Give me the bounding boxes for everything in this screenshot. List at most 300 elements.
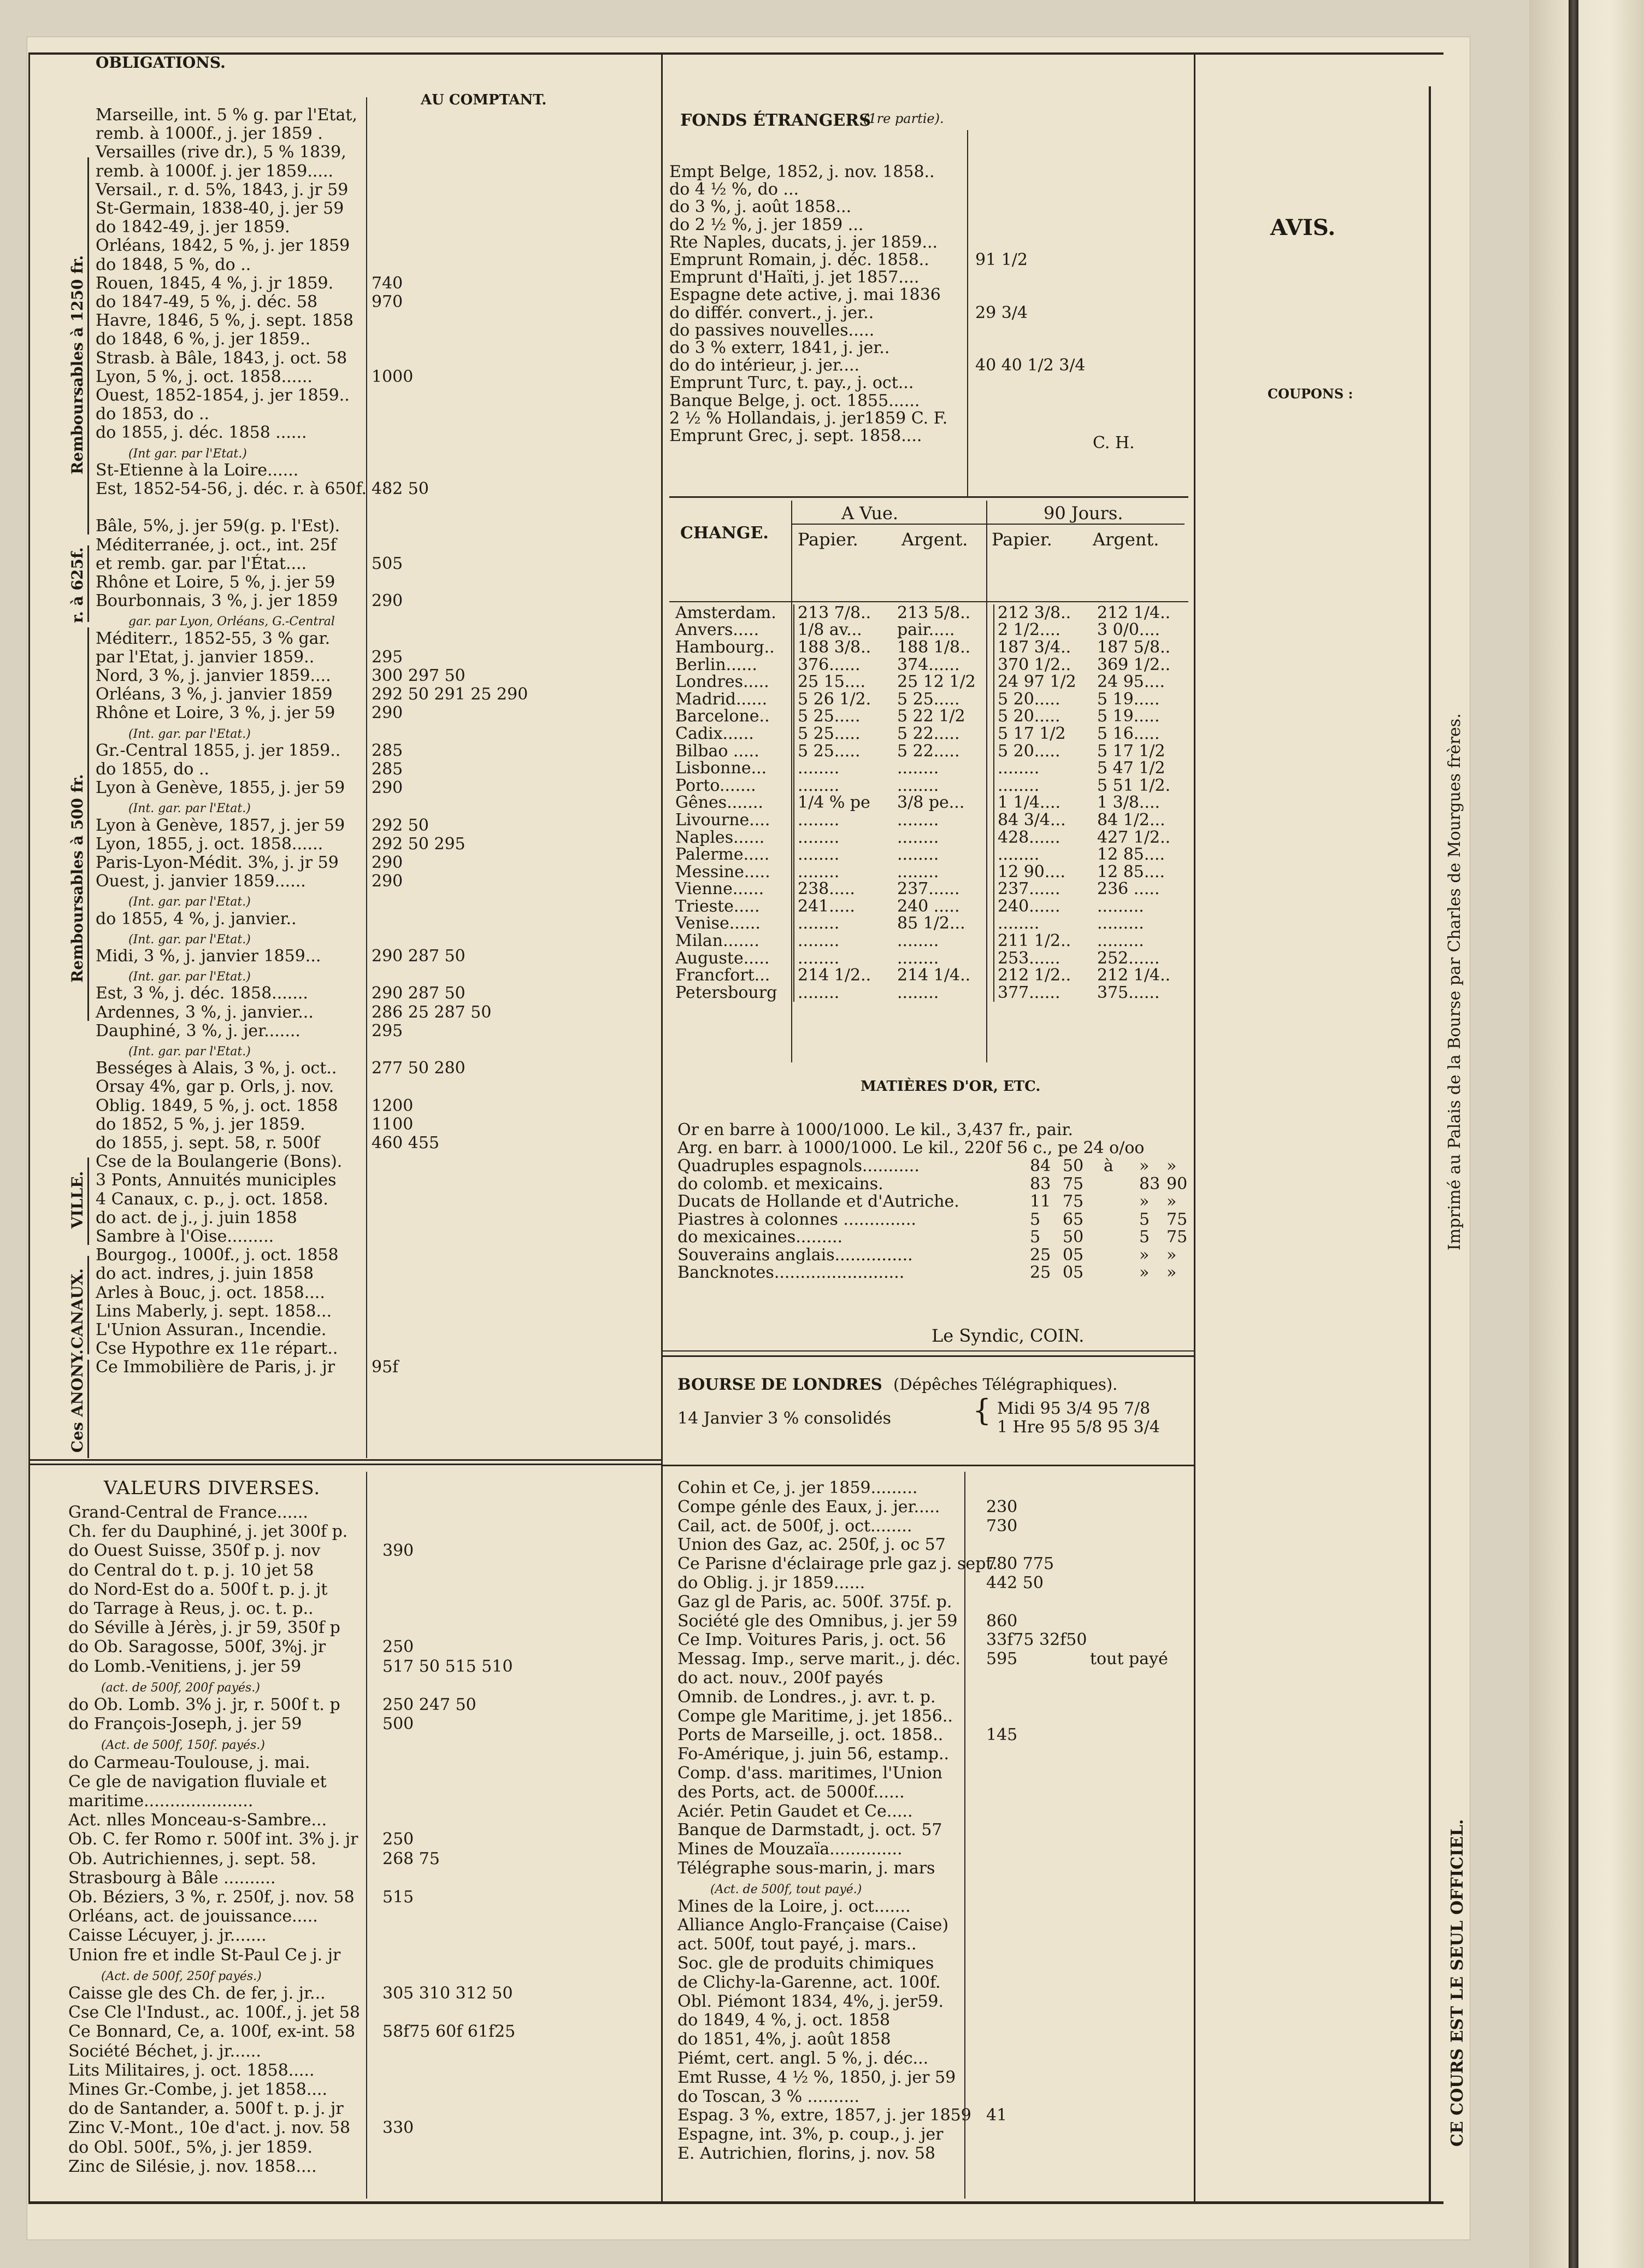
table-cell: ........: [794, 915, 894, 933]
table-cell: 237......: [897, 879, 960, 899]
list-item: Cohin et Ce, j. jer 1859.........: [677, 1478, 918, 1497]
table-cell: 237......: [994, 881, 1094, 898]
table-cell: Porto.......: [675, 775, 756, 795]
valeurs-title: VALEURS DIVERSES.: [104, 1477, 321, 1499]
brace-anonymes: [87, 1360, 89, 1458]
table-cell: 212 1/4..: [1097, 603, 1171, 622]
list-item: des Ports, act. de 5000f......: [677, 1782, 905, 1802]
list-item: Emprunt Romain, j. déc. 1858..: [669, 250, 929, 269]
list-item: Espagne dete active, j. mai 1836: [669, 285, 941, 305]
list-item: Bourbonnais, 3 %, j. jer 1859: [96, 591, 338, 611]
list-item-value: 250 247 50: [382, 1695, 476, 1714]
matieres-title: MATIÈRES D'OR, ETC.: [861, 1078, 1041, 1095]
table-cell: 374......: [897, 655, 960, 674]
list-item: Zinc V.-Mont., 10e d'act. j. nov. 58: [68, 2118, 351, 2138]
londres-subtitle: (Dépêches Télégraphiques).: [893, 1375, 1118, 1394]
list-item: Emprunt Turc, t. pay., j. oct...: [669, 373, 914, 393]
table-cell: 84 1/2...: [1097, 810, 1165, 830]
list-item: Lits Militaires, j. oct. 1858.....: [68, 2060, 315, 2080]
table-cell: 370 1/2..: [994, 656, 1094, 674]
londres-label: 14 Janvier 3 % consolidés: [677, 1409, 891, 1428]
table-cell: Lisbonne...: [675, 759, 767, 778]
list-item: act. 500f, tout payé, j. mars..: [677, 1935, 917, 1954]
list-item: Mines de Mouzaïa..............: [677, 1840, 903, 1859]
list-item-value: 290 287 50: [372, 947, 465, 966]
list-item-value: 230: [986, 1497, 1018, 1517]
list-item: do passives nouvelles.....: [669, 320, 875, 340]
list-item-value: 290: [372, 853, 403, 872]
matieres-value: »: [1166, 1245, 1177, 1265]
table-cell: Milan.......: [675, 931, 759, 951]
matieres-value: 75: [1166, 1227, 1188, 1247]
table-cell: 188 3/8..: [794, 639, 894, 656]
list-item-value: 595: [986, 1649, 1018, 1669]
table-cell: 24 97 1/2: [994, 673, 1094, 691]
list-item: do 1855, j. déc. 1858 ......: [96, 423, 307, 443]
label-ville: VILLE.: [68, 1171, 86, 1229]
change-title: CHANGE.: [680, 524, 769, 543]
list-item: do act. nouv., 200f payés: [677, 1668, 883, 1688]
table-cell: Londres.....: [675, 672, 769, 692]
table-cell: 5 25.....: [794, 708, 894, 726]
list-item-value: 482 50: [372, 479, 429, 498]
table-cell: Vienne......: [675, 879, 764, 899]
table-cell: 5 25.....: [794, 743, 894, 760]
table-cell: Bilbao .....: [675, 741, 759, 761]
table-row: [672, 967, 1193, 984]
list-item: Rte Naples, ducats, j. jer 1859...: [669, 232, 938, 252]
table-row: [672, 898, 1193, 915]
table-row: [672, 639, 1193, 656]
change-top-rule: [669, 496, 1188, 498]
list-item: Société Béchet, j. jr......: [68, 2041, 261, 2061]
list-item: (Int. gar. par l'Etat.): [128, 970, 251, 984]
table-cell: ........: [794, 777, 894, 795]
argent-header-2: Argent.: [1093, 529, 1159, 550]
label-500: Remboursables à 500 fr.: [68, 774, 86, 983]
list-item: St-Etienne à la Loire......: [96, 460, 299, 480]
table-cell: 214 1/2..: [794, 967, 894, 984]
table-cell: 240 .....: [897, 896, 960, 916]
list-item: Marseille, int. 5 % g. par l'Etat,: [96, 105, 357, 125]
table-row: [672, 881, 1193, 898]
table-cell: 5 25.....: [794, 725, 894, 743]
table-cell: 240......: [994, 898, 1094, 915]
list-item-value: 730: [986, 1516, 1018, 1536]
list-item: do 4 ½ %, do ...: [669, 180, 799, 199]
list-item: Lyon, 1855, j. oct. 1858......: [96, 834, 323, 854]
obligations-title: OBLIGATIONS.: [96, 54, 226, 72]
table-cell: 369 1/2..: [1097, 655, 1171, 674]
list-item-value: 277 50 280: [372, 1059, 465, 1078]
table-cell: Messine.....: [675, 862, 770, 882]
matieres-bottom-rule: [661, 1355, 1194, 1357]
table-cell: ........: [794, 829, 894, 847]
list-item: Union des Gaz, ac. 250f, j. oc 57: [677, 1535, 946, 1555]
table-cell: Auguste.....: [675, 948, 770, 968]
matieres-value: »: [1166, 1192, 1177, 1211]
table-cell: 1/4 % pe: [794, 795, 894, 812]
list-item: Zinc de Silésie, j. nov. 1858....: [68, 2157, 317, 2176]
table-cell: 12 90....: [994, 863, 1094, 881]
table-cell: ........: [794, 863, 894, 881]
list-item: Banque Belge, j. oct. 1855......: [669, 391, 920, 410]
list-item: Ce Parisne d'éclairage prle gaz j. sept.: [677, 1554, 998, 1574]
table-row: [672, 846, 1193, 863]
list-item: (Int. gar. par l'Etat.): [128, 895, 251, 909]
document-page: [27, 37, 1470, 2240]
list-item: do Oblig. j. jr 1859......: [677, 1573, 865, 1593]
list-item: do Ob. Lomb. 3% j. jr, r. 500f t. p: [68, 1695, 340, 1714]
table-cell: 241.....: [794, 898, 894, 915]
argent-header-1: Argent.: [901, 529, 968, 550]
table-row: [672, 725, 1193, 743]
90-jours-header: 90 Jours.: [1044, 503, 1123, 524]
table-cell: 1/8 av...: [794, 622, 894, 639]
list-item: Cail, act. de 500f, j. oct........: [677, 1516, 912, 1536]
table-cell: 212 1/4..: [1097, 966, 1171, 985]
list-item: do 1848, 5 %, do ..: [96, 255, 251, 274]
londres-bottom-rule: [661, 1465, 1194, 1466]
matieres-value: 11: [1030, 1192, 1051, 1211]
table-cell: 5 22 1/2: [897, 707, 965, 726]
table-cell: 12 85....: [1097, 862, 1165, 882]
list-item: Fo-Amérique, j. juin 56, estamp..: [677, 1744, 950, 1764]
table-cell: 5 20.....: [994, 708, 1094, 726]
table-row: [672, 950, 1193, 967]
list-item: Rhône et Loire, 5 %, j. jer 59: [96, 573, 335, 592]
list-item-value: 442 50: [986, 1573, 1044, 1593]
matieres-value: 5: [1030, 1209, 1041, 1229]
list-item: Alliance Anglo-Française (Caise): [677, 1916, 949, 1935]
table-cell: 377......: [994, 984, 1094, 1002]
fonds-title: FONDS ÉTRANGERS: [680, 111, 871, 130]
londres-brace: {: [973, 1393, 992, 1427]
list-item: do 3 %, j. août 1858...: [669, 197, 852, 217]
londres-1h: 1 Hre 95 5/8 95 3/4: [997, 1418, 1160, 1437]
table-row: [672, 708, 1193, 726]
table-cell: 24 95....: [1097, 672, 1165, 692]
table-cell: 3 0/0....: [1097, 620, 1160, 640]
list-item-value: 740: [372, 273, 403, 293]
change-table: [672, 604, 1193, 1002]
list-item-value: 970: [372, 292, 403, 312]
table-row: [672, 760, 1193, 777]
table-cell: 5 16.....: [1097, 724, 1160, 743]
list-item-value: 286 25 287 50: [372, 1002, 492, 1022]
table-cell: 5 19.....: [1097, 689, 1160, 709]
list-item-value: 295: [372, 1021, 403, 1041]
matieres-item: do colomb. et mexicains.: [677, 1174, 883, 1194]
list-item: Bourgog., 1000f., j. oct. 1858: [96, 1245, 339, 1265]
list-item: Bâle, 5%, j. jer 59(g. p. l'Est).: [96, 516, 340, 536]
list-item-value: 292 50 295: [372, 834, 465, 854]
list-item: Ob. Béziers, 3 %, r. 250f, j. nov. 58: [68, 1888, 355, 1907]
brace-500: [87, 627, 89, 1021]
matieres-line-or: Or en barre à 1000/1000. Le kil., 3,437 fr., pair.: [677, 1120, 1074, 1139]
brace-canaux: [87, 1256, 89, 1354]
list-item: (Act. de 500f, tout payé.): [710, 1882, 862, 1896]
list-item: do 1852, 5 %, j. jer 1859.: [96, 1114, 305, 1134]
table-cell: 188 1/8..: [897, 637, 971, 657]
table-cell: ........: [897, 827, 939, 847]
list-item-value: 268 75: [382, 1849, 440, 1869]
book-spine: [1529, 0, 1644, 2268]
table-cell: 236 .....: [1097, 879, 1160, 899]
list-item: (Act. de 500f, 150f. payés.): [101, 1738, 265, 1753]
list-item-value: 1000: [372, 367, 414, 386]
obligations-bottom-rule: [28, 1459, 662, 1461]
obligations-value-rule: [366, 97, 367, 1458]
papier-header-2: Papier.: [992, 529, 1052, 550]
a-vue-header: A Vue.: [841, 503, 899, 524]
list-item-value: 145: [986, 1725, 1018, 1745]
list-item: Rouen, 1845, 4 %, j. jr 1859.: [96, 273, 334, 293]
list-item: do Nord-Est do a. 500f t. p. j. jt: [68, 1579, 328, 1599]
matieres-value: 5: [1139, 1209, 1150, 1229]
list-item: do Séville à Jérès, j. jr 59, 350f p: [68, 1618, 340, 1638]
list-item-value: 390: [382, 1541, 414, 1561]
list-item-value: 58f75 60f 61f25: [382, 2022, 516, 2042]
obligations-bottom-rule-2: [28, 1464, 662, 1465]
list-item-value: 29 3/4: [975, 303, 1028, 322]
list-item: Lyon, 5 %, j. oct. 1858......: [96, 367, 313, 386]
list-item: Grand-Central de France......: [68, 1503, 308, 1522]
table-cell: 12 85....: [1097, 845, 1165, 865]
list-item: Ce Imp. Voitures Paris, j. oct. 56: [677, 1630, 946, 1650]
table-cell: 25 15....: [794, 673, 894, 691]
list-item: et remb. gar. par l'État....: [96, 554, 307, 573]
list-item: Cse Cle l'Indust., ac. 100f., j. jet 58: [68, 2003, 360, 2023]
list-item-value: 860: [986, 1611, 1018, 1631]
list-item-value: 780 775: [986, 1554, 1054, 1574]
matieres-item: Souverains anglais...............: [677, 1245, 913, 1265]
coupons-label: COUPONS :: [1268, 386, 1353, 402]
matieres-line-argent: Arg. en barr. à 1000/1000. Le kil., 220f 56 c., pe 24 o/oo: [677, 1138, 1145, 1157]
table-cell: 238.....: [794, 881, 894, 898]
list-item: maritime.....................: [68, 1791, 254, 1811]
table-cell: ........: [897, 810, 939, 830]
table-cell: ........: [897, 948, 939, 968]
matieres-value: 50: [1063, 1227, 1084, 1247]
list-item: Midi, 3 %, j. janvier 1859...: [96, 947, 321, 966]
list-item: do 2 ½ %, j. jer 1859 ...: [669, 215, 864, 234]
list-item: Versail., r. d. 5%, 1843, j. jr 59: [96, 180, 349, 199]
list-item: Gr.-Central 1855, j. jer 1859..: [96, 741, 341, 760]
list-item: do do intérieur, j. jer....: [669, 356, 860, 375]
label-625: r. à 625f.: [68, 547, 86, 623]
list-item: remb. à 1000f. j. jer 1859.....: [96, 161, 334, 181]
list-item: Messag. Imp., serve marit., j. déc.: [677, 1649, 961, 1669]
table-row: [672, 829, 1193, 847]
list-item: Comp. d'ass. maritimes, l'Union: [677, 1764, 942, 1783]
list-item: (Act. de 500f, 250f payés.): [101, 1969, 262, 1983]
table-cell: 187 5/8..: [1097, 637, 1171, 657]
list-item: Union fre et indle St-Paul Ce j. jr: [68, 1945, 341, 1965]
matieres-value: »: [1166, 1263, 1177, 1282]
matieres-value: 90: [1166, 1174, 1188, 1194]
londres-midi: Midi 95 3/4 95 7/8: [997, 1399, 1151, 1418]
list-item: 2 ½ % Hollandais, j. jer1859 C. F.: [669, 408, 948, 428]
list-item: 4 Canaux, c. p., j. oct. 1858.: [96, 1189, 328, 1209]
list-item: Nord, 3 %, j. janvier 1859....: [96, 666, 331, 685]
list-item: do 1842-49, j. jer 1859.: [96, 218, 290, 237]
table-cell: Cadix......: [675, 724, 754, 743]
list-item: Compe génle des Eaux, j. jer.....: [677, 1497, 940, 1517]
brace-ville: [87, 1157, 89, 1245]
list-item: (Int. gar. par l'Etat.): [128, 932, 251, 947]
table-cell: Francfort...: [675, 966, 770, 985]
list-item: Cse de la Boulangerie (Bons).: [96, 1152, 343, 1172]
table-cell: 253......: [994, 950, 1094, 967]
table-cell: 5 17 1/2: [1097, 741, 1165, 761]
matieres-value: »: [1139, 1192, 1150, 1211]
table-row: [672, 604, 1193, 622]
list-item: Méditerr., 1852-55, 3 % gar.: [96, 628, 331, 648]
list-item: Caisse gle des Ch. de fer, j. jr...: [68, 1984, 326, 2003]
table-cell: Amsterdam.: [675, 603, 776, 622]
table-cell: 5 20.....: [994, 691, 1094, 708]
table-row: [672, 795, 1193, 812]
table-cell: Anvers.....: [675, 620, 759, 640]
table-cell: .........: [1097, 914, 1144, 933]
label-canaux: CANAUX.: [68, 1268, 86, 1349]
table-cell: 213 5/8..: [897, 603, 971, 622]
table-row: [672, 656, 1193, 674]
list-item: Méditerranée, j. oct., int. 25f: [96, 535, 337, 555]
table-row: [672, 743, 1193, 760]
brace-1250: [87, 157, 89, 534]
matieres-item: Ducats de Hollande et d'Autriche.: [677, 1192, 959, 1211]
table-row: [672, 863, 1193, 881]
matieres-value: »: [1139, 1263, 1150, 1282]
table-cell: 213 7/8..: [794, 604, 894, 622]
matieres-value: 84: [1030, 1156, 1051, 1176]
table-cell: ........: [897, 759, 939, 778]
list-item: do 1855, j. sept. 58, r. 500f: [96, 1133, 320, 1153]
matieres-value: »: [1166, 1156, 1177, 1176]
list-item-extra: tout payé: [1090, 1649, 1168, 1669]
list-item: Télégraphe sous-marin, j. mars: [677, 1859, 935, 1878]
table-cell: 212 3/8..: [994, 604, 1094, 622]
fonds-signature: C. H.: [1093, 433, 1135, 453]
table-cell: 376......: [794, 656, 894, 674]
list-item-value: 500: [382, 1714, 414, 1734]
list-item-value: 290: [372, 872, 403, 891]
table-cell: Palerme.....: [675, 845, 770, 865]
table-cell: 211 1/2..: [994, 932, 1094, 950]
list-item: Compe gle Maritime, j. jet 1856..: [677, 1706, 953, 1726]
list-item-value: 33f75 32f50: [986, 1630, 1087, 1650]
table-cell: ........: [897, 845, 939, 865]
list-item: do 1855, do ..: [96, 760, 210, 779]
matieres-value: 75: [1166, 1209, 1188, 1229]
list-item: Empt Belge, 1852, j. nov. 1858..: [669, 162, 935, 181]
list-item: (Int. gar. par l'Etat.): [128, 802, 251, 816]
list-item: Strasb. à Bâle, 1843, j. oct. 58: [96, 348, 347, 368]
list-item: Ob. Autrichiennes, j. sept. 58.: [68, 1849, 316, 1869]
list-item: Emprunt Grec, j. sept. 1858....: [669, 426, 922, 445]
list-item: 3 Ponts, Annuités municiples: [96, 1171, 337, 1190]
top-border: [28, 52, 1443, 55]
list-item: do 1851, 4%, j. août 1858: [677, 2030, 891, 2049]
table-row: [672, 812, 1193, 829]
list-item-value: 250: [382, 1830, 414, 1849]
table-cell: ........: [994, 915, 1094, 933]
table-cell: Venise......: [675, 914, 761, 933]
matieres-value: 83: [1030, 1174, 1051, 1194]
list-item: Dauphiné, 3 %, j. jer.......: [96, 1021, 300, 1041]
list-item: Oblig. 1849, 5 %, j. oct. 1858: [96, 1096, 338, 1115]
list-item: remb. à 1000f., j. jer 1859 .: [96, 124, 323, 144]
list-item-value: 505: [372, 554, 403, 573]
list-item: Orléans, act. de jouissance.....: [68, 1907, 318, 1926]
table-row: [672, 691, 1193, 708]
matieres-item: do mexicaines.........: [677, 1227, 843, 1247]
list-item: Lyon à Genève, 1855, j. jer 59: [96, 778, 345, 798]
table-cell: ........: [897, 983, 939, 1002]
table-cell: Naples......: [675, 827, 765, 847]
list-item: Versailles (rive dr.), 5 % 1839,: [96, 143, 346, 162]
table-cell: Berlin......: [675, 655, 757, 674]
list-item: Mines Gr.-Combe, j. jet 1858....: [68, 2080, 328, 2099]
table-cell: 5 17 1/2: [994, 725, 1094, 743]
list-item: do 1849, 4 %, j. oct. 1858: [677, 2011, 891, 2030]
list-item: do différ. convert., j. jer..: [669, 303, 874, 322]
table-cell: Madrid......: [675, 689, 768, 709]
table-cell: ........: [794, 932, 894, 950]
label-1250: Remboursables à 1250 fr.: [68, 255, 86, 474]
list-item: (Int. gar. par l'Etat.): [128, 1045, 251, 1059]
matieres-value: à: [1104, 1156, 1113, 1176]
list-item-value: 41: [986, 2106, 1007, 2125]
list-item-value: 95f: [372, 1358, 399, 1377]
table-cell: Petersbourg: [675, 983, 777, 1002]
avis-divider: [1194, 52, 1195, 2203]
change-header-rule: [669, 601, 1188, 602]
list-item-value: 460 455: [372, 1133, 440, 1153]
table-cell: 5 47 1/2: [1097, 759, 1165, 778]
list-item: Lyon à Genève, 1857, j. jer 59: [96, 815, 345, 835]
matieres-bottom-rule-2: [661, 1350, 1194, 1352]
brace-625: [87, 545, 89, 622]
list-item: Bességes à Alais, 3 %, j. oct..: [96, 1059, 337, 1078]
list-item: Ch. fer du Dauphiné, j. jet 300f p.: [68, 1522, 348, 1542]
list-item-value: 290: [372, 703, 403, 723]
list-item: Arles à Bouc, j. oct. 1858....: [96, 1283, 325, 1302]
matieres-value: »: [1139, 1156, 1150, 1176]
list-item: (act. de 500f, 200f payés.): [101, 1681, 260, 1695]
matieres-value: 50: [1063, 1156, 1084, 1176]
list-item: Est, 1852-54-56, j. déc. r. à 650f.: [96, 479, 367, 498]
matieres-value: 05: [1063, 1263, 1084, 1282]
matieres-value: 65: [1063, 1209, 1084, 1229]
list-item: do de Santander, a. 500f t. p. j. jr: [68, 2099, 344, 2119]
list-item: Strasbourg à Bâle ..........: [68, 1868, 276, 1888]
table-cell: .........: [1097, 896, 1144, 916]
right-border: [1429, 86, 1431, 2201]
list-item-value: 40 40 1/2 3/4: [975, 356, 1086, 375]
table-cell: ........: [897, 931, 939, 951]
list-item: St-Germain, 1838-40, j. jer 59: [96, 199, 344, 218]
matieres-value: 83: [1139, 1174, 1160, 1194]
table-cell: 252......: [1097, 948, 1160, 968]
list-item: Act. nlles Monceau-s-Sambre...: [68, 1811, 327, 1830]
list-item-value: 295: [372, 647, 403, 667]
list-item: Cse Hypothre ex 11e répart..: [96, 1339, 338, 1359]
list-item-value: 91 1/2: [975, 250, 1028, 269]
table-cell: 2 1/2....: [994, 622, 1094, 639]
